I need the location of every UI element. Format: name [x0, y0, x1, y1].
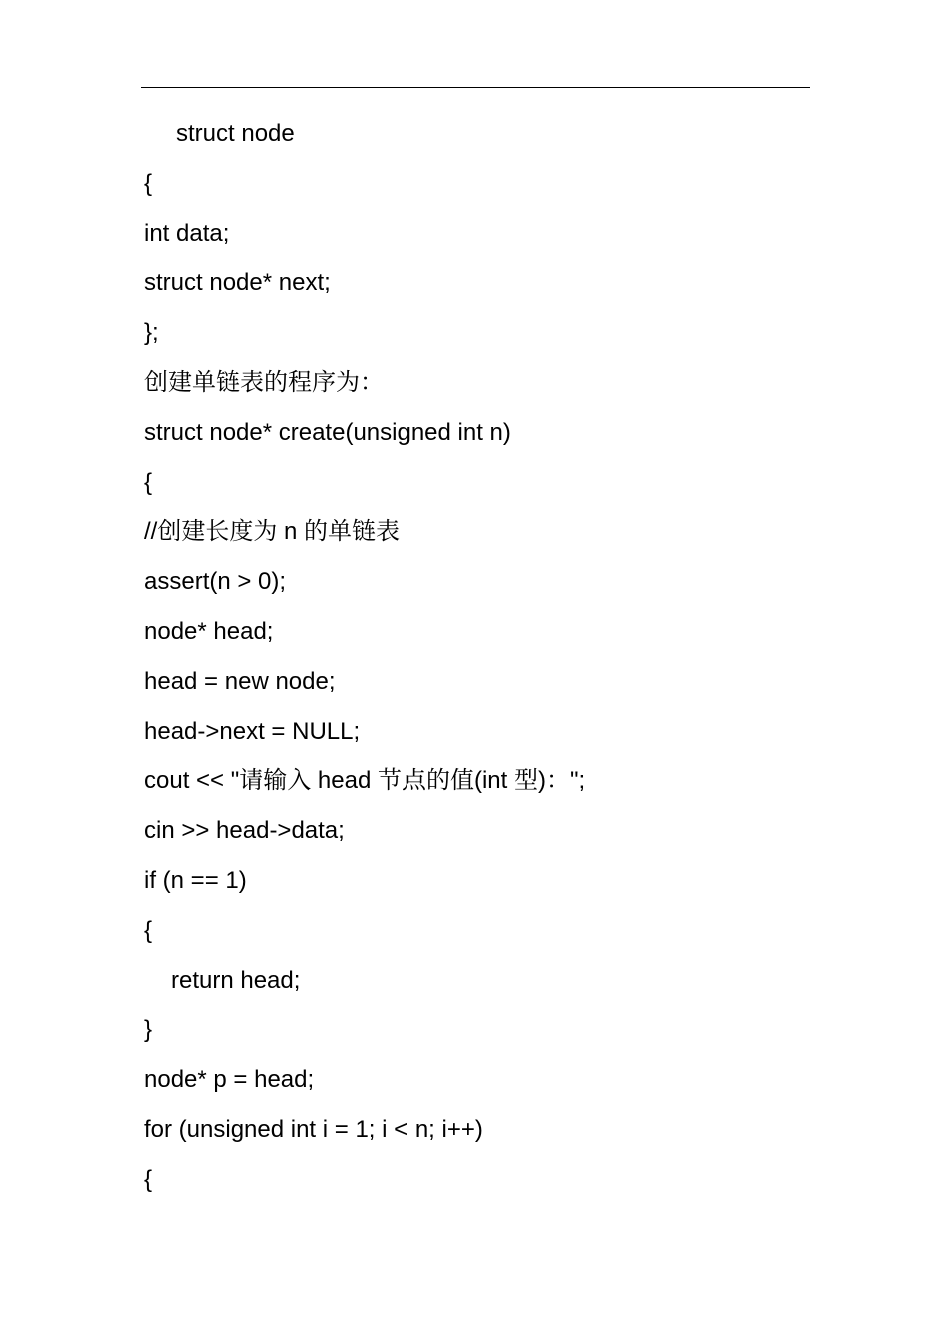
- code-line: };: [144, 319, 159, 347]
- code-line: {: [144, 916, 153, 944]
- header-rule: [141, 87, 810, 88]
- code-line: assert(n > 0);: [144, 568, 287, 596]
- code-line: int data;: [144, 219, 230, 247]
- code-line: cout << "请输入 head 节点的值(int 型)：";: [144, 767, 586, 795]
- code-line: head->next = NULL;: [144, 717, 361, 745]
- code-line: return head;: [171, 966, 301, 994]
- code-line: {: [144, 468, 153, 496]
- code-line: node* p = head;: [144, 1066, 315, 1094]
- code-line: cin >> head->data;: [144, 817, 345, 845]
- code-line: {: [144, 169, 153, 197]
- code-line: node* head;: [144, 617, 274, 645]
- code-comment-line: //创建长度为 n 的单链表: [144, 518, 401, 546]
- code-line: struct node* create(unsigned int n): [144, 418, 511, 446]
- code-line: struct node: [176, 120, 295, 147]
- code-line: for (unsigned int i = 1; i < n; i++): [144, 1115, 483, 1143]
- document-body: [144, 115, 824, 1211]
- body-text-line: 创建单链表的程序为：: [144, 368, 384, 396]
- code-line: struct node* next;: [144, 269, 331, 297]
- code-line: if (n == 1): [144, 866, 247, 894]
- code-line: {: [144, 1165, 153, 1193]
- code-line: head = new node;: [144, 667, 336, 695]
- code-line: }: [144, 1016, 153, 1044]
